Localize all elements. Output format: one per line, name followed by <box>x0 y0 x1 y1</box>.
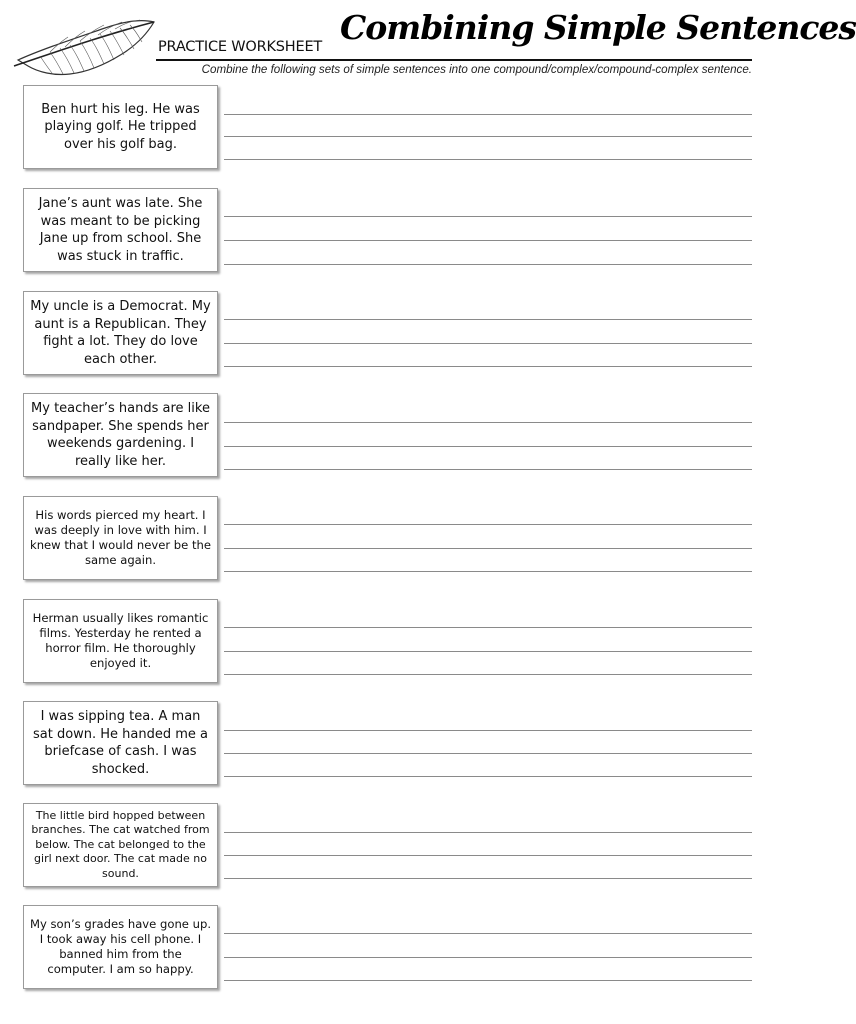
answer-line[interactable] <box>224 730 752 731</box>
exercise-3 <box>0 291 768 379</box>
prompt-box: Jane’s aunt was late. She was meant to be picking Jane up from school. She was stuck in traffic. <box>23 188 218 272</box>
answer-line[interactable] <box>224 524 752 525</box>
worksheet-title: Combining Simple Sentences <box>340 8 856 47</box>
answer-line[interactable] <box>224 571 752 572</box>
exercise-8 <box>0 803 768 891</box>
prompt-box: His words pierced my heart. I was deeply in love with him. I knew that I would never be the same again. <box>23 496 218 580</box>
exercise-9 <box>0 905 768 993</box>
answer-line[interactable] <box>224 651 752 652</box>
answer-line[interactable] <box>224 240 752 241</box>
answer-line[interactable] <box>224 776 752 777</box>
answer-line[interactable] <box>224 136 752 137</box>
exercise-1 <box>0 85 768 173</box>
feather-icon <box>10 10 160 82</box>
prompt-box: I was sipping tea. A man sat down. He handed me a briefcase of cash. I was shocked. <box>23 701 218 785</box>
answer-line[interactable] <box>224 548 752 549</box>
prompt-box: My uncle is a Democrat. My aunt is a Republican. They fight a lot. They do love each other. <box>23 291 218 375</box>
exercise-5 <box>0 496 768 584</box>
answer-line[interactable] <box>224 980 752 981</box>
answer-line[interactable] <box>224 159 752 160</box>
answer-line[interactable] <box>224 753 752 754</box>
answer-line[interactable] <box>224 627 752 628</box>
exercise-4 <box>0 393 768 481</box>
answer-line[interactable] <box>224 422 752 423</box>
worksheet-header <box>0 0 856 86</box>
answer-line[interactable] <box>224 343 752 344</box>
answer-line[interactable] <box>224 878 752 879</box>
answer-line[interactable] <box>224 114 752 115</box>
exercise-6 <box>0 599 768 687</box>
answer-line[interactable] <box>224 674 752 675</box>
answer-line[interactable] <box>224 446 752 447</box>
prompt-box: The little bird hopped between branches. The cat watched from below. The cat belonged to the girl next door. The cat made no sound. <box>23 803 218 887</box>
prompt-box: Ben hurt his leg. He was playing golf. He tripped over his golf bag. <box>23 85 218 169</box>
answer-line[interactable] <box>224 264 752 265</box>
worksheet-subtitle: PRACTICE WORKSHEET <box>158 39 323 55</box>
answer-line[interactable] <box>224 933 752 934</box>
header-divider <box>156 59 752 61</box>
exercise-7 <box>0 701 768 789</box>
exercise-2 <box>0 188 768 276</box>
answer-line[interactable] <box>224 957 752 958</box>
answer-line[interactable] <box>224 855 752 856</box>
answer-line[interactable] <box>224 469 752 470</box>
answer-line[interactable] <box>224 319 752 320</box>
prompt-box: My son’s grades have gone up. I took away his cell phone. I banned him from the computer. I am so happy. <box>23 905 218 989</box>
instructions: Combine the following sets of simple sentences into one compound/complex/compound-complex sentence. <box>201 63 752 76</box>
prompt-box: Herman usually likes romantic films. Yesterday he rented a horror film. He thoroughly enjoyed it. <box>23 599 218 683</box>
answer-line[interactable] <box>224 216 752 217</box>
answer-line[interactable] <box>224 832 752 833</box>
prompt-box: My teacher’s hands are like sandpaper. She spends her weekends gardening. I really like her. <box>23 393 218 477</box>
answer-line[interactable] <box>224 366 752 367</box>
